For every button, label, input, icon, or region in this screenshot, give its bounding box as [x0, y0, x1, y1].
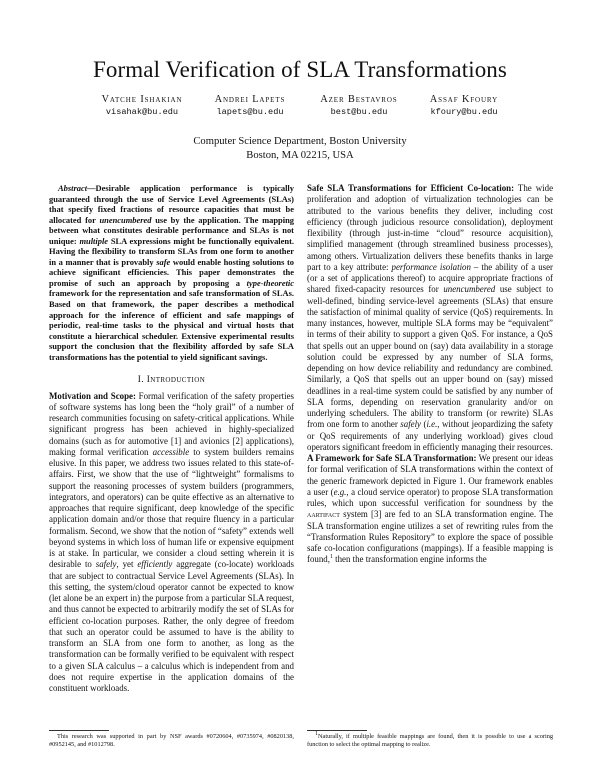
abstract: Abstract—Desirable application performance is typically guaranteed through the use of Service Level Agreements (SLAs) that specify fixed fractions of resource capacities that must be allocated for unencumbered use by the application. The mapping between what constitutes desirable performance and SLAs is not unique: multiple SLA expressions might be functionally equivalent. Having the flexibility to transform SLAs from one form to another in a manner that is provably safe would enable hosting solutions to achieve significant efficiencies. This paper demonstrates the promise of such an approach by proposing a type-theoretic framework for the representation and safe transformation of SLAs. Based on that framework, the paper describes a methodical approach for the inference of efficient and safe mappings of periodic, real-time tasks to the physical and virtual hosts that constitute a hierarchical scheduler. Extensive experimental results support the conclusion that the flexibility afforded by safe SLA transformations has the potential to yield significant savings.	[49, 183, 295, 362]
author-name: Assaf Kfoury	[429, 94, 499, 105]
footnote-number: 1	[315, 730, 318, 737]
paragraph-run-in-heading: A Framework for Safe SLA Transformation:	[307, 453, 477, 463]
affiliation-address: Boston, MA 02215, USA	[246, 149, 354, 161]
author-email: visahak@bu.edu	[105, 107, 179, 117]
affiliation	[0, 135, 600, 162]
aartifact-system-name: aartifact	[307, 509, 340, 520]
author-email: lapets@bu.edu	[216, 107, 284, 117]
footnote-marker: 1	[329, 554, 333, 561]
right-column	[307, 183, 553, 566]
section-heading-introduction: I. Introduction	[137, 375, 206, 386]
footnote-funding: This research was supported in part by NSF awards #0720604, #0735974, #0820138, #0952145, and #1012798.	[49, 733, 294, 748]
abstract-label: Abstract	[58, 183, 88, 193]
author-block	[304, 94, 414, 117]
author-list	[92, 94, 512, 124]
author-email: kfoury@bu.edu	[430, 107, 498, 117]
author-name: Azer Bestavros	[320, 94, 398, 105]
paragraph-colocation: Safe SLA Transformations for Efficient Co-location: The wide proliferation and adoption of virtualization technologies can be attributed to the various benefits they deliver, including cost efficiency (through judicious resource consolidation), deployment flexibility (through just-in-time “cloud” resource acquisition), simplified management (through streamlined business processes), among others. Virtualization delivers these benefits thanks in large part to a key attribute: performance isolation – the ability of a user (or a set of applications thereof) to acquire appropriate fractions of shared fixed-capacity resources for unencumbered use subject to well-defined, binding service-level agreements (SLAs) that ensure the satisfaction of minimal quality of service (QoS) requirements. In many instances, however, multiple SLA forms may be “equivalent” in terms of their ability to support a given QoS. For instance, a QoS that spells out an upper bound on (say) data availability in a storage solution could be expressed by any number of SLA forms, depending on how device reliability and redundancy are combined. Similarly, a QoS that spells out an upper bound on (say) missed deadlines in a real-time system could be satisfied by any number of SLA forms, depending on reservation granularity and/or on underlying schedulers. The ability to transform (or rewrite) SLAs from one form to another safely (i.e., without jeopardizing the safety or QoS requirements of any underlying workload) gives cloud operators significant freedom in efficiently managing their resources.	[307, 183, 554, 452]
paragraph-run-in-heading: Motivation and Scope:	[49, 390, 136, 401]
author-block	[200, 94, 300, 117]
author-block	[92, 94, 192, 117]
author-block	[416, 94, 512, 117]
footnote-rule	[49, 730, 109, 731]
author-name: Vatche Ishakian	[101, 94, 183, 105]
paragraph-framework: A Framework for Safe SLA Transformation: We present our ideas for formal verification of SLA transformations within the context of the generic framework depicted in Figure 1. Our framework enables a user (e.g., a cloud service operator) to propose SLA transformation rules, which upon successful verification for soundness by the aartifact system [3] are fed to an SLA transformation engine. The SLA transformation engine utilizes a set of rewriting rules from the “Transformation Rules Repository” to explore the space of possible safe co-location configurations (mappings). If a feasible mapping is found,$^1$ then the transformation engine informs the	[307, 453, 553, 565]
author-email: best@bu.edu	[330, 107, 388, 117]
paragraph-run-in-heading: Safe SLA Transformations for Efficient Co-location:	[307, 183, 515, 193]
motivation-continued: aggregate (co-locate) workloads that are subject to contractual Service Level Agreements (SLAs). In this setting, the system/cloud operator cannot be expected to know (let alone be an expert in) the purpose from a particular SLA request, and thus cannot be expected to arbitrarily modify the set of SLAs for efficient co-location purposes. Rather, the only degree of freedom that such an operator could be assumed to have is the ability to transform an SLA from one form to another, as long as the transformation can be formally verified to be equivalent with respect to a given SLA calculus – a calculus which is independent from and does not require expertise in the application domains of the constituent workloads.	[49, 559, 294, 694]
paper-title: Formal Verification of SLA Transformations	[93, 57, 507, 82]
affiliation-department: Computer Science Department, Boston University	[193, 136, 407, 147]
footnote-1: $^1$Naturally, if multiple feasible mappings are found, then it is possible to use a scoring function to select the optimal mapping to realize.	[307, 730, 553, 748]
author-name: Andrei Lapets	[214, 94, 286, 105]
paragraph-motivation: Motivation and Scope: Formal verification of the safety properties of software systems has long been the “holy grail” of a number of research communities focusing on safety-critical applications. While significant progress has been achieved in highly-specialized domains (such as for automotive [1] and avionics [2] applications), making formal verification accessible to system builders remains elusive. In this paper, we address two issues related to this state-of-affairs. First, we show that the use of “lightweight” formalisms to support the reasoning processes of system builders (programmers, integrators, and operators) can be quite effective as an alternative to approaches that require significant, deep knowledge of the specific application domain and/or those that require fluency in a particular formalism. Second, we show that the notion of “safety” extends well beyond systems in which loss of human life or expensive equipment is at stake. In particular, we consider a cloud setting wherein it is desirable to safely, yet efficiently aggregate (co-locate) workloads that are subject to contractual Service Level Agreements (SLAs). In this setting, the system/cloud operator cannot be expected to know (let alone be an expert in) the purpose from a particular SLA request, and thus cannot be expected to arbitrarily modify the set of SLAs for efficient co-location purposes. Rather, the only degree of freedom that such an operator could be assumed to have is the ability to transform an SLA from one form to another, as long as the transformation can be formally verified to be equivalent with respect to a given SLA calculus – a calculus which is independent from and does not require expertise in the application domains of the constituent workloads.	[49, 390, 294, 694]
left-column	[49, 183, 294, 694]
